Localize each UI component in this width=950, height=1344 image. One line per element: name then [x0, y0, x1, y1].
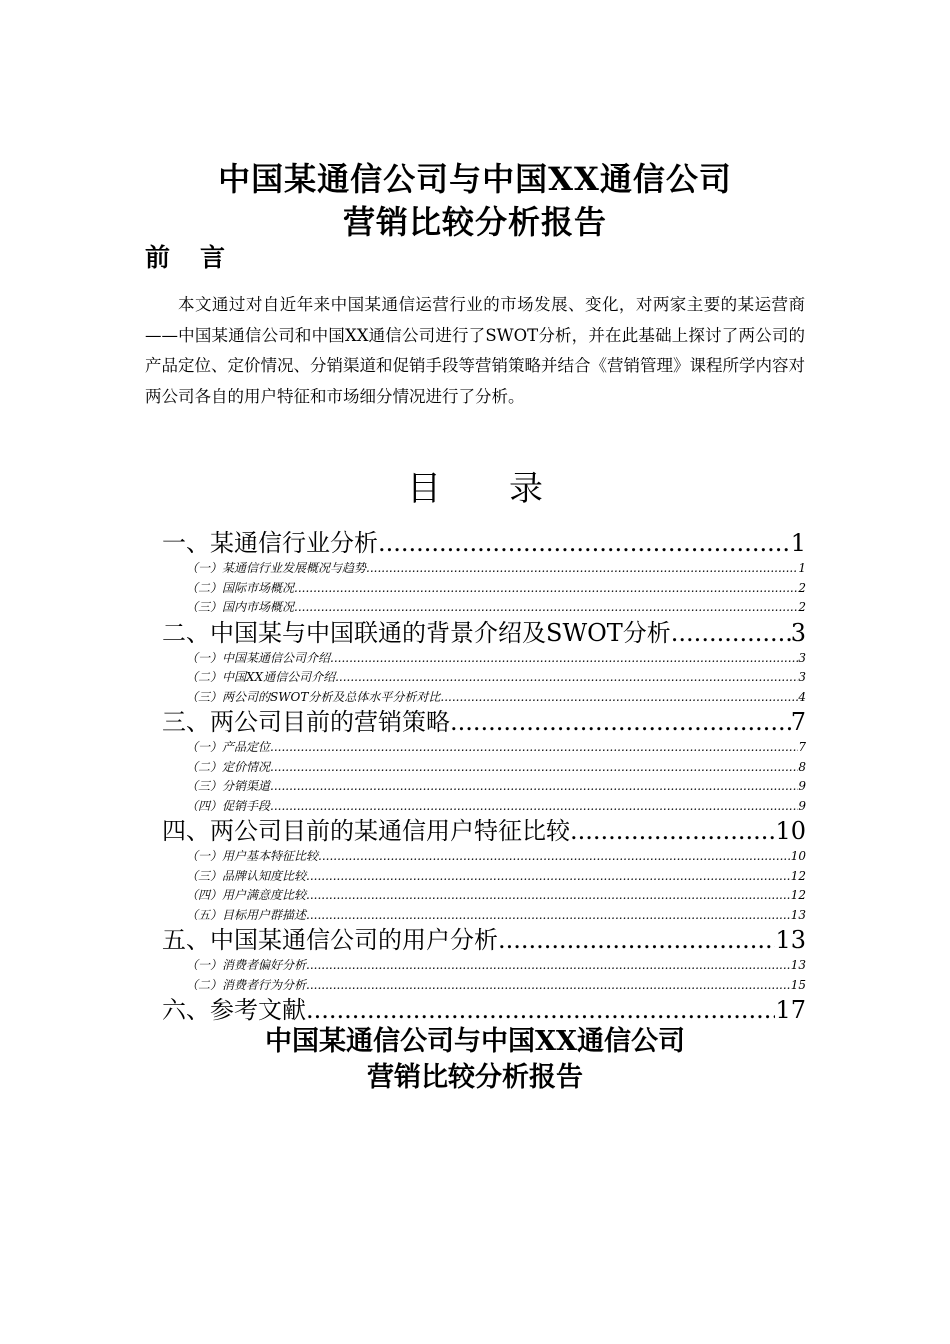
preface-paragraph: 本文通过对自近年来中国某通信运营行业的市场发展、变化，对两家主要的某运营商——中国某通信公司和中国XX通信公司进行了SWOT分析，并在此基础上探讨了两公司的产品定位、定价情况、分销渠道和促销手段等营销策略并结合《营销管理》课程所学内容对两公司各自的用户特征和市场细分情况进行了分析。	[145, 295, 805, 406]
toc-section-entry[interactable]	[162, 649, 806, 669]
toc-section-entry[interactable]	[162, 738, 806, 758]
toc-entry-page-number: 13	[790, 958, 806, 972]
toc-chapter-entry[interactable]	[162, 925, 806, 956]
toc-section-entry[interactable]	[162, 976, 806, 996]
toc-section-entry[interactable]	[162, 956, 806, 976]
toc-entry-page-number: 3	[790, 618, 806, 647]
toc-entry-label: （五）目标用户群描述	[186, 907, 307, 922]
toc-entry-label: （四）用户满意度比较	[186, 888, 307, 902]
toc-section-entry[interactable]	[162, 758, 806, 778]
toc-entry-label: 三、两公司目前的营销策略	[162, 708, 450, 736]
toc-entry-page-number: 9	[798, 798, 806, 813]
toc-entry-page-number: 12	[790, 868, 806, 883]
toc-entry-label: （三）品牌认知度比较	[186, 868, 307, 883]
toc-title	[0, 465, 950, 513]
toc-title-char-2: 录	[509, 469, 543, 509]
body-title-line2: 营销比较分析报告	[367, 1062, 583, 1093]
toc-leader-dots	[306, 976, 791, 996]
toc-leader-dots	[498, 925, 775, 956]
toc-leader-dots	[306, 906, 791, 926]
toc-section-entry[interactable]	[162, 598, 806, 618]
toc-entry-label: （三）分销渠道	[186, 779, 271, 793]
body-title-line1: 中国某通信公司与中国XX通信公司	[265, 1026, 685, 1057]
toc-entry-label: 六、参考文献	[162, 996, 306, 1024]
toc-section-entry[interactable]	[162, 886, 806, 906]
toc-leader-dots	[270, 777, 798, 797]
toc-entry-page-number: 4	[798, 689, 806, 704]
toc-entry-page-number: 1	[798, 561, 806, 575]
toc-entry-label: 四、两公司目前的某通信用户特征比较	[162, 817, 570, 845]
toc-entry-label: （一）消费者偏好分析	[186, 958, 307, 972]
toc-leader-dots	[294, 598, 798, 618]
toc-entry-label: （一）用户基本特征比较	[186, 849, 319, 863]
toc-entry-page-number: 7	[790, 708, 806, 736]
toc-entry-label: （三）国内市场概况	[186, 600, 295, 614]
toc-section-entry[interactable]	[162, 847, 806, 867]
toc-entry-page-number: 13	[775, 926, 806, 954]
toc-leader-dots	[270, 738, 798, 758]
toc-entry-label: （二）定价情况	[186, 759, 271, 774]
toc-chapter-entry[interactable]	[162, 816, 806, 847]
toc-leader-dots	[318, 847, 791, 867]
toc-leader-dots	[671, 618, 791, 649]
toc-chapter-entry[interactable]	[162, 995, 806, 1026]
toc-title-char-1: 目	[407, 469, 441, 509]
toc-leader-dots	[306, 995, 775, 1026]
toc-section-entry[interactable]	[162, 688, 806, 708]
toc-leader-dots	[306, 886, 791, 906]
toc-entry-label: （一）某通信行业发展概况与趋势	[186, 561, 367, 575]
toc-section-entry[interactable]	[162, 559, 806, 579]
toc-entry-page-number: 3	[798, 670, 806, 684]
toc-chapter-entry[interactable]	[162, 707, 806, 738]
toc-leader-dots	[330, 649, 798, 669]
toc-leader-dots	[378, 528, 791, 559]
toc-section-entry[interactable]	[162, 797, 806, 817]
toc-entry-label: 二、中国某与中国联通的背景介绍及SWOT分析	[162, 618, 671, 647]
toc-entry-page-number: 2	[798, 580, 806, 595]
toc-section-entry[interactable]	[162, 867, 806, 887]
toc-entry-label: （三）两公司的SWOT分析及总体水平分析对比	[186, 689, 441, 704]
toc-entry-page-number: 9	[798, 779, 806, 793]
toc-entry-page-number: 8	[798, 759, 806, 774]
toc-section-entry[interactable]	[162, 777, 806, 797]
toc-leader-dots	[335, 668, 798, 688]
toc-chapter-entry[interactable]	[162, 528, 806, 559]
toc-entry-page-number: 1	[790, 529, 806, 557]
document-title-line1: 中国某通信公司与中国XX通信公司	[218, 160, 732, 198]
toc-entry-label: 一、某通信行业分析	[162, 529, 378, 557]
toc-leader-dots	[366, 559, 798, 579]
toc-leader-dots	[294, 579, 798, 599]
toc-entry-page-number: 3	[798, 650, 806, 665]
toc-entry-page-number: 12	[790, 888, 806, 902]
toc-leader-dots	[270, 758, 798, 778]
toc-leader-dots	[570, 816, 775, 847]
toc-entry-label: （一）产品定位	[186, 740, 271, 754]
document-title-line2: 营销比较分析报告	[342, 203, 607, 241]
toc-entry-label: （四）促销手段	[186, 798, 271, 813]
toc-leader-dots	[440, 688, 798, 708]
toc-entry-page-number: 15	[790, 977, 806, 992]
toc-entry-page-number: 10	[775, 817, 806, 845]
toc-section-entry[interactable]	[162, 579, 806, 599]
toc-leader-dots	[306, 867, 791, 887]
toc-entry-label: 五、中国某通信公司的用户分析	[162, 926, 498, 954]
table-of-contents	[162, 528, 806, 1026]
toc-entry-page-number: 7	[798, 740, 806, 754]
toc-entry-label: （二）消费者行为分析	[186, 977, 307, 992]
toc-section-entry[interactable]	[162, 668, 806, 688]
toc-section-entry[interactable]	[162, 906, 806, 926]
toc-entry-label: （一）中国某通信公司介绍	[186, 650, 331, 665]
toc-leader-dots	[306, 956, 791, 976]
toc-chapter-entry[interactable]	[162, 618, 806, 649]
toc-entry-page-number: 10	[790, 849, 806, 863]
toc-entry-page-number: 2	[798, 600, 806, 614]
toc-leader-dots	[450, 707, 791, 738]
toc-entry-page-number: 13	[790, 907, 806, 922]
toc-entry-label: （二）国际市场概况	[186, 580, 295, 595]
toc-leader-dots	[270, 797, 798, 817]
toc-entry-page-number: 17	[775, 996, 806, 1024]
toc-entry-label: （二）中国XX通信公司介绍	[186, 670, 336, 684]
preface-heading: 前言	[145, 243, 256, 272]
